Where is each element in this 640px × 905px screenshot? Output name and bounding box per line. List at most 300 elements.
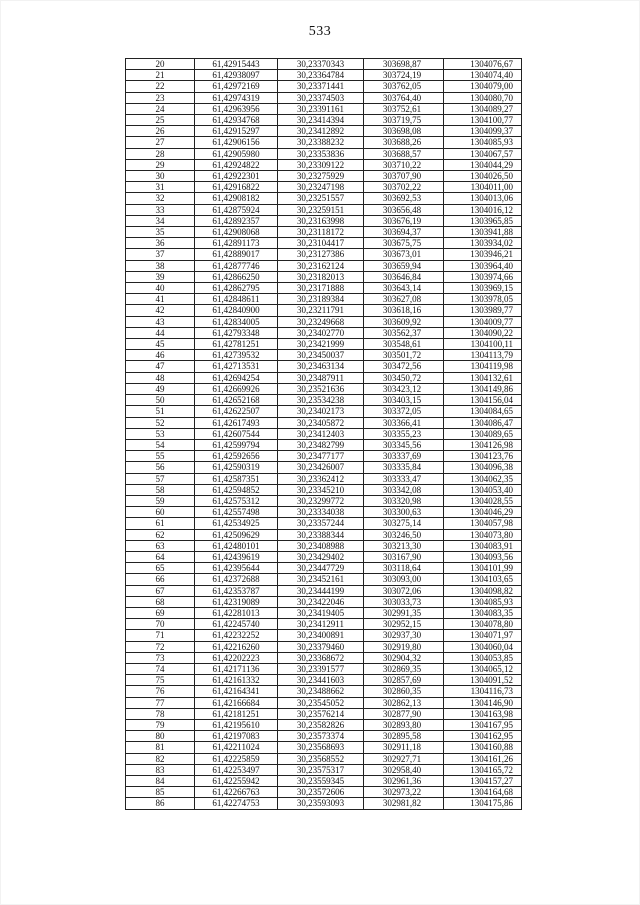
y-coordinate-cell: 1304083,35	[444, 607, 522, 618]
point-number-cell: 44	[126, 327, 195, 338]
latitude-cell: 61,42974319	[195, 92, 278, 103]
y-coordinate-cell: 1304016,12	[444, 204, 522, 215]
y-coordinate-cell: 1304157,27	[444, 776, 522, 787]
latitude-cell: 61,42395644	[195, 563, 278, 574]
table-row	[126, 596, 522, 607]
point-number-cell: 38	[126, 260, 195, 271]
y-coordinate-cell: 1303978,05	[444, 294, 522, 305]
x-coordinate-cell: 302860,35	[364, 686, 444, 697]
x-coordinate-cell: 303472,56	[364, 361, 444, 372]
longitude-cell: 30,23452161	[278, 574, 364, 585]
point-number-cell: 50	[126, 395, 195, 406]
y-coordinate-cell: 1304119,98	[444, 361, 522, 372]
latitude-cell: 61,42963956	[195, 103, 278, 114]
x-coordinate-cell: 303450,72	[364, 372, 444, 383]
latitude-cell: 61,42255942	[195, 776, 278, 787]
x-coordinate-cell: 302911,18	[364, 742, 444, 753]
y-coordinate-cell: 1304165,72	[444, 764, 522, 775]
point-number-cell: 68	[126, 596, 195, 607]
y-coordinate-cell: 1304028,55	[444, 495, 522, 506]
point-number-cell: 63	[126, 540, 195, 551]
y-coordinate-cell: 1304026,50	[444, 171, 522, 182]
y-coordinate-cell: 1304046,29	[444, 507, 522, 518]
latitude-cell: 61,42587351	[195, 473, 278, 484]
x-coordinate-cell: 303724,19	[364, 70, 444, 81]
y-coordinate-cell: 1304146,90	[444, 697, 522, 708]
latitude-cell: 61,42891173	[195, 238, 278, 249]
table-row	[126, 260, 522, 271]
y-coordinate-cell: 1304091,52	[444, 675, 522, 686]
table-row	[126, 227, 522, 238]
table-row	[126, 271, 522, 282]
longitude-cell: 30,23487911	[278, 372, 364, 383]
y-coordinate-cell: 1304116,73	[444, 686, 522, 697]
longitude-cell: 30,23414394	[278, 115, 364, 126]
x-coordinate-cell: 303702,22	[364, 182, 444, 193]
latitude-cell: 61,42840900	[195, 305, 278, 316]
longitude-cell: 30,23368672	[278, 652, 364, 663]
latitude-cell: 61,42916822	[195, 182, 278, 193]
longitude-cell: 30,23189384	[278, 294, 364, 305]
table-row	[126, 126, 522, 137]
point-number-cell: 39	[126, 271, 195, 282]
latitude-cell: 61,42319089	[195, 596, 278, 607]
table-row	[126, 383, 522, 394]
point-number-cell: 80	[126, 731, 195, 742]
point-number-cell: 33	[126, 204, 195, 215]
x-coordinate-cell: 303423,12	[364, 383, 444, 394]
x-coordinate-cell: 303698,87	[364, 59, 444, 70]
y-coordinate-cell: 1304089,65	[444, 428, 522, 439]
x-coordinate-cell: 303118,64	[364, 563, 444, 574]
latitude-cell: 61,42915443	[195, 59, 278, 70]
table-row	[126, 439, 522, 450]
point-number-cell: 58	[126, 484, 195, 495]
table-row	[126, 652, 522, 663]
x-coordinate-cell: 303656,48	[364, 204, 444, 215]
point-number-cell: 53	[126, 428, 195, 439]
x-coordinate-cell: 303548,61	[364, 339, 444, 350]
table-row	[126, 238, 522, 249]
latitude-cell: 61,42509629	[195, 529, 278, 540]
x-coordinate-cell: 303675,75	[364, 238, 444, 249]
x-coordinate-cell: 303033,73	[364, 596, 444, 607]
y-coordinate-cell: 1304156,04	[444, 395, 522, 406]
y-coordinate-cell: 1304103,65	[444, 574, 522, 585]
longitude-cell: 30,23412892	[278, 126, 364, 137]
latitude-cell: 61,42599794	[195, 439, 278, 450]
table-row	[126, 518, 522, 529]
latitude-cell: 61,42590319	[195, 462, 278, 473]
y-coordinate-cell: 1304086,47	[444, 417, 522, 428]
longitude-cell: 30,23388232	[278, 137, 364, 148]
table-row	[126, 619, 522, 630]
x-coordinate-cell: 303694,37	[364, 227, 444, 238]
latitude-cell: 61,42915297	[195, 126, 278, 137]
table-row	[126, 787, 522, 798]
table-row	[126, 630, 522, 641]
point-number-cell: 54	[126, 439, 195, 450]
latitude-cell: 61,42862795	[195, 283, 278, 294]
longitude-cell: 30,23402770	[278, 327, 364, 338]
latitude-cell: 61,42253497	[195, 764, 278, 775]
latitude-cell: 61,42739532	[195, 350, 278, 361]
x-coordinate-cell: 302981,82	[364, 798, 444, 809]
y-coordinate-cell: 1304096,38	[444, 462, 522, 473]
longitude-cell: 30,23576214	[278, 708, 364, 719]
table-row	[126, 327, 522, 338]
table-row	[126, 742, 522, 753]
latitude-cell: 61,42875924	[195, 204, 278, 215]
point-number-cell: 30	[126, 171, 195, 182]
point-number-cell: 69	[126, 607, 195, 618]
longitude-cell: 30,23426007	[278, 462, 364, 473]
x-coordinate-cell: 303688,57	[364, 148, 444, 159]
point-number-cell: 59	[126, 495, 195, 506]
y-coordinate-cell: 1304065,12	[444, 663, 522, 674]
x-coordinate-cell: 302904,32	[364, 652, 444, 663]
point-number-cell: 74	[126, 663, 195, 674]
x-coordinate-cell: 302857,69	[364, 675, 444, 686]
point-number-cell: 57	[126, 473, 195, 484]
table-row	[126, 675, 522, 686]
point-number-cell: 24	[126, 103, 195, 114]
latitude-cell: 61,42617493	[195, 417, 278, 428]
longitude-cell: 30,23171888	[278, 283, 364, 294]
x-coordinate-cell: 302895,58	[364, 731, 444, 742]
table-row	[126, 473, 522, 484]
table-row	[126, 574, 522, 585]
longitude-cell: 30,23482799	[278, 439, 364, 450]
latitude-cell: 61,42622507	[195, 406, 278, 417]
point-number-cell: 52	[126, 417, 195, 428]
y-coordinate-cell: 1304149,86	[444, 383, 522, 394]
table-row	[126, 540, 522, 551]
table-row	[126, 563, 522, 574]
point-number-cell: 62	[126, 529, 195, 540]
y-coordinate-cell: 1304078,80	[444, 619, 522, 630]
y-coordinate-cell: 1304060,04	[444, 641, 522, 652]
table-row	[126, 249, 522, 260]
x-coordinate-cell: 303300,63	[364, 507, 444, 518]
table-row	[126, 451, 522, 462]
latitude-cell: 61,42211024	[195, 742, 278, 753]
point-number-cell: 56	[126, 462, 195, 473]
table-row	[126, 663, 522, 674]
longitude-cell: 30,23249668	[278, 316, 364, 327]
point-number-cell: 81	[126, 742, 195, 753]
latitude-cell: 61,42906156	[195, 137, 278, 148]
longitude-cell: 30,23405872	[278, 417, 364, 428]
point-number-cell: 67	[126, 585, 195, 596]
latitude-cell: 61,42934768	[195, 115, 278, 126]
table-row	[126, 406, 522, 417]
longitude-cell: 30,23444199	[278, 585, 364, 596]
longitude-cell: 30,23477177	[278, 451, 364, 462]
table-row	[126, 182, 522, 193]
point-number-cell: 85	[126, 787, 195, 798]
latitude-cell: 61,42266763	[195, 787, 278, 798]
y-coordinate-cell: 1304161,26	[444, 753, 522, 764]
longitude-cell: 30,23345210	[278, 484, 364, 495]
y-coordinate-cell: 1304071,97	[444, 630, 522, 641]
latitude-cell: 61,42161332	[195, 675, 278, 686]
point-number-cell: 35	[126, 227, 195, 238]
y-coordinate-cell: 1304053,85	[444, 652, 522, 663]
longitude-cell: 30,23402173	[278, 406, 364, 417]
x-coordinate-cell: 303333,47	[364, 473, 444, 484]
longitude-cell: 30,23118172	[278, 227, 364, 238]
y-coordinate-cell: 1304053,40	[444, 484, 522, 495]
latitude-cell: 61,42181251	[195, 708, 278, 719]
x-coordinate-cell: 303673,01	[364, 249, 444, 260]
latitude-cell: 61,42908182	[195, 193, 278, 204]
point-number-cell: 64	[126, 551, 195, 562]
latitude-cell: 61,42164341	[195, 686, 278, 697]
x-coordinate-cell: 303676,19	[364, 215, 444, 226]
coordinates-table	[125, 58, 522, 810]
x-coordinate-cell: 302937,30	[364, 630, 444, 641]
table-row	[126, 798, 522, 809]
longitude-cell: 30,23447729	[278, 563, 364, 574]
y-coordinate-cell: 1303965,85	[444, 215, 522, 226]
latitude-cell: 61,42274753	[195, 798, 278, 809]
latitude-cell: 61,42480101	[195, 540, 278, 551]
latitude-cell: 61,42534925	[195, 518, 278, 529]
longitude-cell: 30,23357244	[278, 518, 364, 529]
latitude-cell: 61,42439619	[195, 551, 278, 562]
longitude-cell: 30,23334038	[278, 507, 364, 518]
table-row	[126, 350, 522, 361]
latitude-cell: 61,42281013	[195, 607, 278, 618]
latitude-cell: 61,42713531	[195, 361, 278, 372]
longitude-cell: 30,23251557	[278, 193, 364, 204]
y-coordinate-cell: 1303964,40	[444, 260, 522, 271]
longitude-cell: 30,23575317	[278, 764, 364, 775]
point-number-cell: 48	[126, 372, 195, 383]
y-coordinate-cell: 1304062,35	[444, 473, 522, 484]
longitude-cell: 30,23374503	[278, 92, 364, 103]
table-row	[126, 283, 522, 294]
table-row	[126, 81, 522, 92]
x-coordinate-cell: 302862,13	[364, 697, 444, 708]
table-row	[126, 59, 522, 70]
longitude-cell: 30,23162124	[278, 260, 364, 271]
point-number-cell: 86	[126, 798, 195, 809]
x-coordinate-cell: 303719,75	[364, 115, 444, 126]
y-coordinate-cell: 1304093,56	[444, 551, 522, 562]
table-row	[126, 708, 522, 719]
point-number-cell: 43	[126, 316, 195, 327]
y-coordinate-cell: 1303969,15	[444, 283, 522, 294]
y-coordinate-cell: 1303974,66	[444, 271, 522, 282]
x-coordinate-cell: 303072,06	[364, 585, 444, 596]
y-coordinate-cell: 1304009,77	[444, 316, 522, 327]
x-coordinate-cell: 303688,26	[364, 137, 444, 148]
latitude-cell: 61,42557498	[195, 507, 278, 518]
y-coordinate-cell: 1304089,27	[444, 103, 522, 114]
latitude-cell: 61,42972169	[195, 81, 278, 92]
y-coordinate-cell: 1304167,95	[444, 719, 522, 730]
latitude-cell: 61,42372688	[195, 574, 278, 585]
point-number-cell: 31	[126, 182, 195, 193]
x-coordinate-cell: 303659,94	[364, 260, 444, 271]
x-coordinate-cell: 303335,84	[364, 462, 444, 473]
x-coordinate-cell: 303320,98	[364, 495, 444, 506]
longitude-cell: 30,23422046	[278, 596, 364, 607]
table-row	[126, 137, 522, 148]
x-coordinate-cell: 303501,72	[364, 350, 444, 361]
longitude-cell: 30,23353836	[278, 148, 364, 159]
longitude-cell: 30,23534238	[278, 395, 364, 406]
table-row	[126, 316, 522, 327]
longitude-cell: 30,23247198	[278, 182, 364, 193]
x-coordinate-cell: 302973,22	[364, 787, 444, 798]
y-coordinate-cell: 1304074,40	[444, 70, 522, 81]
y-coordinate-cell: 1304011,00	[444, 182, 522, 193]
x-coordinate-cell: 303562,37	[364, 327, 444, 338]
x-coordinate-cell: 303366,41	[364, 417, 444, 428]
table-row	[126, 115, 522, 126]
x-coordinate-cell: 303275,14	[364, 518, 444, 529]
point-number-cell: 76	[126, 686, 195, 697]
table-row	[126, 585, 522, 596]
longitude-cell: 30,23400891	[278, 630, 364, 641]
table-row	[126, 731, 522, 742]
point-number-cell: 65	[126, 563, 195, 574]
point-number-cell: 45	[126, 339, 195, 350]
y-coordinate-cell: 1304162,95	[444, 731, 522, 742]
longitude-cell: 30,23429402	[278, 551, 364, 562]
point-number-cell: 22	[126, 81, 195, 92]
latitude-cell: 61,42594852	[195, 484, 278, 495]
point-number-cell: 55	[126, 451, 195, 462]
y-coordinate-cell: 1304013,06	[444, 193, 522, 204]
table-row	[126, 148, 522, 159]
latitude-cell: 61,42225859	[195, 753, 278, 764]
x-coordinate-cell: 303627,08	[364, 294, 444, 305]
latitude-cell: 61,42652168	[195, 395, 278, 406]
table-row	[126, 395, 522, 406]
table-row	[126, 551, 522, 562]
table-row	[126, 776, 522, 787]
y-coordinate-cell: 1304123,76	[444, 451, 522, 462]
latitude-cell: 61,42793348	[195, 327, 278, 338]
table-row	[126, 215, 522, 226]
longitude-cell: 30,23370343	[278, 59, 364, 70]
point-number-cell: 28	[126, 148, 195, 159]
x-coordinate-cell: 302893,80	[364, 719, 444, 730]
longitude-cell: 30,23391161	[278, 103, 364, 114]
point-number-cell: 46	[126, 350, 195, 361]
longitude-cell: 30,23573374	[278, 731, 364, 742]
y-coordinate-cell: 1303941,88	[444, 227, 522, 238]
table-row	[126, 507, 522, 518]
y-coordinate-cell: 1304083,91	[444, 540, 522, 551]
table-row	[126, 171, 522, 182]
x-coordinate-cell: 302927,71	[364, 753, 444, 764]
y-coordinate-cell: 1304099,37	[444, 126, 522, 137]
table-row	[126, 428, 522, 439]
y-coordinate-cell: 1304057,98	[444, 518, 522, 529]
x-coordinate-cell: 303403,15	[364, 395, 444, 406]
latitude-cell: 61,42834005	[195, 316, 278, 327]
latitude-cell: 61,42197083	[195, 731, 278, 742]
longitude-cell: 30,23419405	[278, 607, 364, 618]
latitude-cell: 61,42353787	[195, 585, 278, 596]
x-coordinate-cell: 303707,90	[364, 171, 444, 182]
latitude-cell: 61,42781251	[195, 339, 278, 350]
table-row	[126, 294, 522, 305]
y-coordinate-cell: 1303934,02	[444, 238, 522, 249]
x-coordinate-cell: 302961,36	[364, 776, 444, 787]
latitude-cell: 61,42669926	[195, 383, 278, 394]
x-coordinate-cell: 302991,35	[364, 607, 444, 618]
point-number-cell: 20	[126, 59, 195, 70]
x-coordinate-cell: 303762,05	[364, 81, 444, 92]
latitude-cell: 61,42195610	[195, 719, 278, 730]
latitude-cell: 61,42694254	[195, 372, 278, 383]
y-coordinate-cell: 1303946,21	[444, 249, 522, 260]
x-coordinate-cell: 303345,56	[364, 439, 444, 450]
point-number-cell: 72	[126, 641, 195, 652]
point-number-cell: 49	[126, 383, 195, 394]
y-coordinate-cell: 1304100,77	[444, 115, 522, 126]
latitude-cell: 61,42866250	[195, 271, 278, 282]
longitude-cell: 30,23259151	[278, 204, 364, 215]
point-number-cell: 23	[126, 92, 195, 103]
longitude-cell: 30,23211791	[278, 305, 364, 316]
point-number-cell: 83	[126, 764, 195, 775]
latitude-cell: 61,42216260	[195, 641, 278, 652]
y-coordinate-cell: 1304080,70	[444, 92, 522, 103]
x-coordinate-cell: 302919,80	[364, 641, 444, 652]
longitude-cell: 30,23488662	[278, 686, 364, 697]
point-number-cell: 34	[126, 215, 195, 226]
longitude-cell: 30,23391577	[278, 663, 364, 674]
table-row	[126, 204, 522, 215]
x-coordinate-cell: 303337,69	[364, 451, 444, 462]
latitude-cell: 61,42232252	[195, 630, 278, 641]
table-row	[126, 484, 522, 495]
latitude-cell: 61,42245740	[195, 619, 278, 630]
y-coordinate-cell: 1304100,11	[444, 339, 522, 350]
longitude-cell: 30,23582826	[278, 719, 364, 730]
x-coordinate-cell: 303342,08	[364, 484, 444, 495]
table-row	[126, 372, 522, 383]
y-coordinate-cell: 1304090,22	[444, 327, 522, 338]
y-coordinate-cell: 1304132,61	[444, 372, 522, 383]
x-coordinate-cell: 303609,92	[364, 316, 444, 327]
longitude-cell: 30,23182013	[278, 271, 364, 282]
y-coordinate-cell: 1304044,29	[444, 159, 522, 170]
latitude-cell: 61,42938097	[195, 70, 278, 81]
table-row	[126, 641, 522, 652]
table-row	[126, 159, 522, 170]
point-number-cell: 27	[126, 137, 195, 148]
longitude-cell: 30,23545052	[278, 697, 364, 708]
latitude-cell: 61,42924822	[195, 159, 278, 170]
x-coordinate-cell: 303246,50	[364, 529, 444, 540]
x-coordinate-cell: 303764,40	[364, 92, 444, 103]
point-number-cell: 32	[126, 193, 195, 204]
x-coordinate-cell: 303646,84	[364, 271, 444, 282]
longitude-cell: 30,23275929	[278, 171, 364, 182]
x-coordinate-cell: 303355,23	[364, 428, 444, 439]
longitude-cell: 30,23127386	[278, 249, 364, 260]
point-number-cell: 70	[126, 619, 195, 630]
point-number-cell: 51	[126, 406, 195, 417]
